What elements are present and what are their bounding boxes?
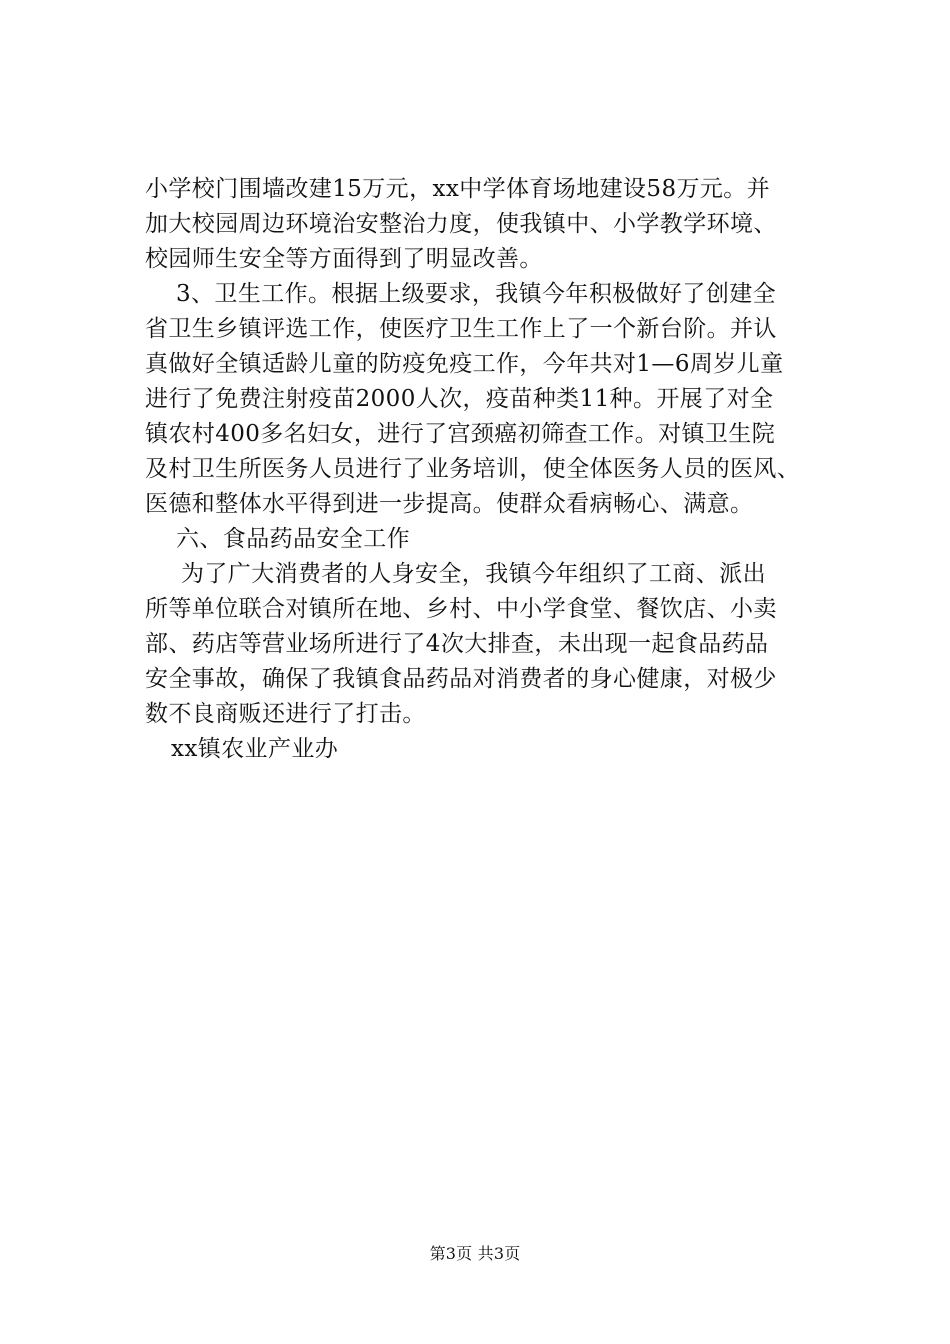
- text-line: 医德和整体水平得到进一步提高。使群众看病畅心、满意。: [145, 491, 754, 517]
- text-line: 安全事故，确保了我镇食品药品对消费者的身心健康，对极少: [145, 666, 777, 692]
- text-line: 加大校园周边环境治安整治力度，使我镇中、小学教学环境、: [145, 211, 777, 237]
- signature-line: xx镇农业产业办: [171, 736, 339, 762]
- text-line: 部、药店等营业场所进行了4次大排查，未出现一起食品药品: [145, 631, 769, 657]
- text-line: 进行了免费注射疫苗2000人次，疫苗种类11种。开展了对全: [145, 386, 774, 412]
- text-line: 所等单位联合对镇所在地、乡村、中小学食堂、餐饮店、小卖: [145, 596, 777, 622]
- text-line: 数不良商贩还进行了打击。: [145, 701, 426, 727]
- paragraph-start: 为了广大消费者的人身安全，我镇今年组织了工商、派出: [181, 561, 766, 587]
- text-line: 省卫生乡镇评选工作，使医疗卫生工作上了一个新台阶。并认: [145, 316, 777, 342]
- page-number-label: 第3页 共3页: [429, 1244, 521, 1263]
- text-line: 及村卫生所医务人员进行了业务培训，使全体医务人员的医风、: [145, 456, 801, 482]
- section-heading: 六、食品药品安全工作: [176, 526, 410, 552]
- text-line: 镇农村400多名妇女，进行了宫颈癌初筛查工作。对镇卫生院: [145, 421, 776, 447]
- section-paragraph-start: 3、卫生工作。根据上级要求，我镇今年积极做好了创建全: [176, 281, 777, 307]
- text-line: 小学校门围墙改建15万元，xx中学体育场地建设58万元。并: [145, 176, 771, 202]
- text-line: 校园师生安全等方面得到了明显改善。: [145, 246, 543, 272]
- document-body: [145, 172, 845, 767]
- page-footer: [0, 1244, 950, 1264]
- text-line: 真做好全镇适龄儿童的防疫免疫工作，今年共对1—6周岁儿童: [145, 351, 784, 377]
